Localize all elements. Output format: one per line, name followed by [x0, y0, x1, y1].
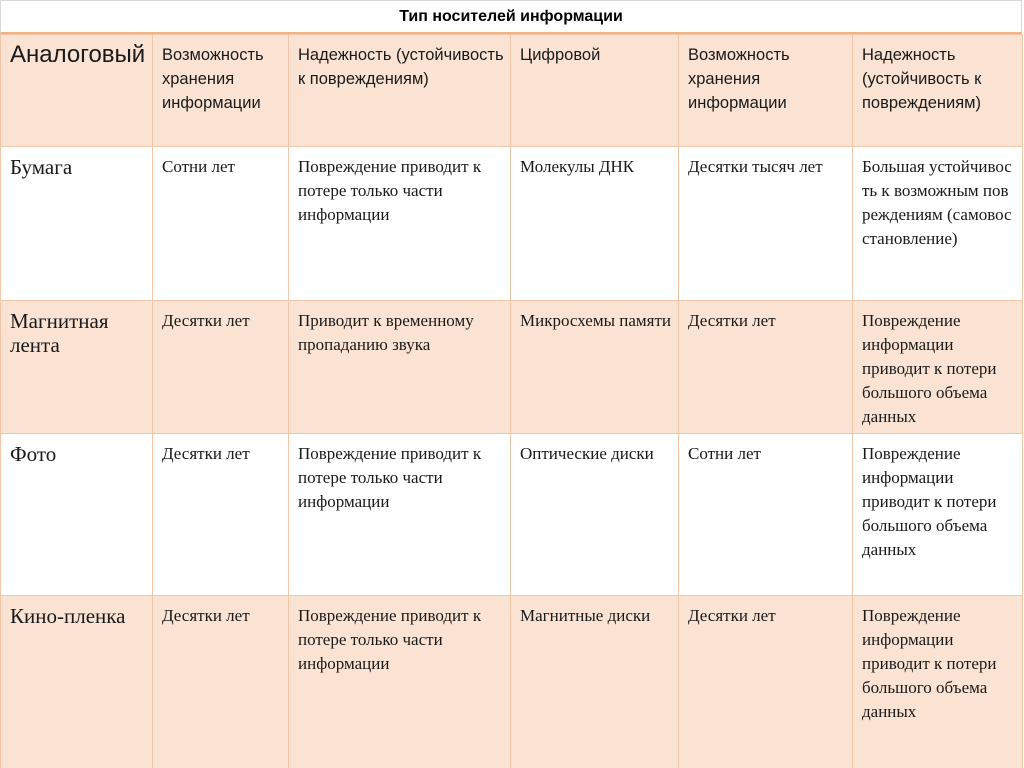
analog-storage-cell: Десятки лет — [153, 596, 289, 768]
header-digital-storage: Возможность хранения информации — [679, 35, 853, 147]
analog-storage-cell: Десятки лет — [153, 301, 289, 434]
digital-storage-cell: Десятки лет — [679, 596, 853, 768]
row-label: Бумага — [1, 147, 153, 301]
header-analog-reliability: Надежность (устойчивость к повреждениям) — [289, 35, 511, 147]
analog-reliability-cell: Повреждение приводит к потере только части информации — [289, 147, 511, 301]
table-row — [1, 434, 1023, 596]
digital-reliability-cell: Повреждение информации приводит к потери большого объема данных — [853, 596, 1023, 768]
digital-medium-cell: Магнитные диски — [511, 596, 679, 768]
table-row — [1, 596, 1023, 768]
analog-storage-cell: Сотни лет — [153, 147, 289, 301]
analog-reliability-cell: Повреждение приводит к потере только части информации — [289, 434, 511, 596]
header-analog: Аналоговый — [1, 35, 153, 147]
row-label: Фото — [1, 434, 153, 596]
row-label: Магнитная лента — [1, 301, 153, 434]
header-digital-reliability: Надежность (устойчивость к повреждениям) — [853, 35, 1023, 147]
media-table — [0, 34, 1023, 768]
analog-storage-cell: Десятки лет — [153, 434, 289, 596]
digital-reliability-cell: Повреждение информации приводит к потери большого объема данных — [853, 434, 1023, 596]
digital-medium-cell: Микросхемы памяти — [511, 301, 679, 434]
digital-storage-cell: Десятки тысяч лет — [679, 147, 853, 301]
digital-medium-cell: Оптические диски — [511, 434, 679, 596]
row-label: Кино-пленка — [1, 596, 153, 768]
header-analog-storage: Возможность хранения информации — [153, 35, 289, 147]
header-digital: Цифровой — [511, 35, 679, 147]
table-row — [1, 301, 1023, 434]
table-row — [1, 147, 1023, 301]
analog-reliability-cell: Приводит к временному пропаданию звука — [289, 301, 511, 434]
table-title: Тип носителей информации — [0, 0, 1022, 34]
digital-medium-cell: Молекулы ДНК — [511, 147, 679, 301]
header-row — [1, 35, 1023, 147]
analog-reliability-cell: Повреждение приводит к потере только части информации — [289, 596, 511, 768]
digital-storage-cell: Сотни лет — [679, 434, 853, 596]
digital-reliability-cell: Большая устойчивость к возможным повреждениям (самовосстановление) — [853, 147, 1023, 301]
digital-reliability-cell: Повреждение информации приводит к потери большого объема данных — [853, 301, 1023, 434]
digital-storage-cell: Десятки лет — [679, 301, 853, 434]
